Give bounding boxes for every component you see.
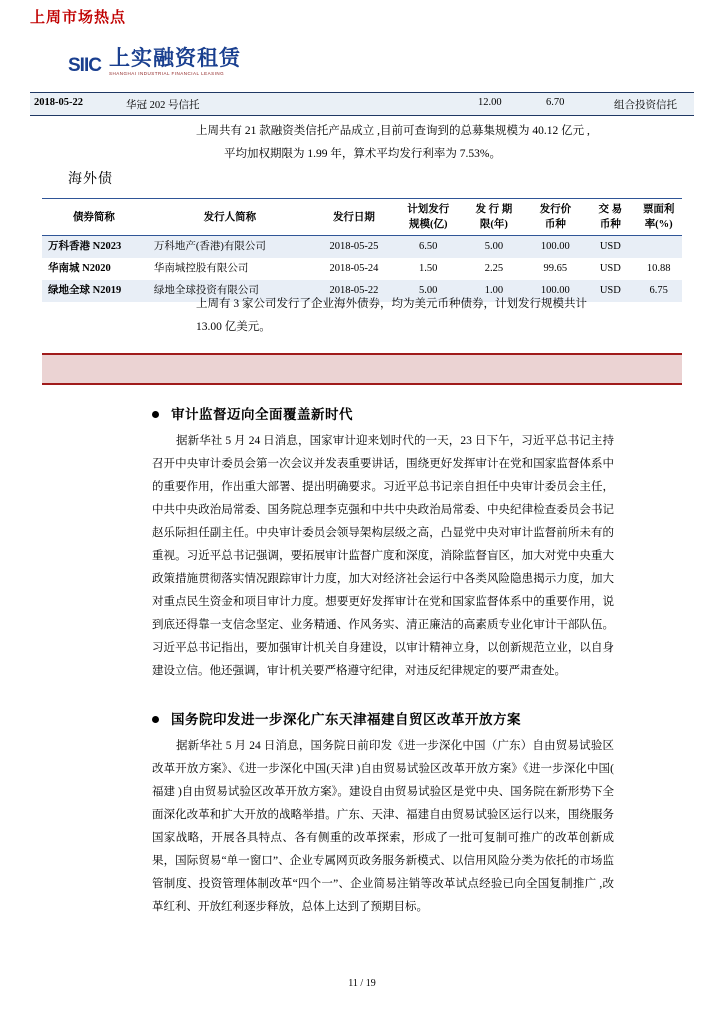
bond-term: 2.25 — [484, 263, 504, 274]
logo-name-en: SHANGHAI INDUSTRIAL FINANCIAL LEASING — [108, 71, 225, 76]
bond-term: 5.00 — [484, 241, 504, 252]
bond-table-header-row — [42, 199, 682, 236]
company-logo — [68, 48, 241, 77]
bond-col-currency: 交 易 币种 — [585, 199, 635, 236]
topic-body-1: 据新华社 5 月 24 日消息，国家审计迎来划时代的一天，23 日下午，习近平总书记主持召开中央审计委员会第一次会议并发表重要讲话，围绕更好发挥审计在党和国家监督体系中的重要作用，作出重大部署、提出明确要求。习近平总书记亲自担任中央审计委员会主任，中共中央政治局常委、国务院总理李克强和中共中央政治局常委、中央纪律检查委员会书记赵乐际担任副主任。中央审计委员会领导架构层级之高，凸显党中央对审计监督前所未有的重视。习近平总书记强调，要拓展审计监督广度和深度，消除监督盲区，加大对党中央重大政策措施贯彻落实情况跟踪审计力度，加大对经济社会运行中各类风险隐患揭示力度，加大对重点民生资金和项目审计力度。想要更好发挥审计在党和国家监督体系中的重要作用，说到底还得靠一支信念坚定、业务精通、作风务实、清正廉洁的高素质专业化审计干部队伍。习近平总书记指出，要加强审计机关自身建设，以审计精神立身，以创新规范立业，以自身建设立信。他还强调，审计机关要严格遵守纪律，对违反纪律规定的要严肃查处。 — [152, 435, 614, 677]
bond-col-issuer: 发行人简称 — [146, 199, 314, 236]
bond-size: 5.00 — [419, 285, 438, 296]
bond-coupon: 10.88 — [646, 263, 671, 274]
bond-date: 2018-05-22 — [329, 285, 379, 296]
bond-col-name: 债券简称 — [42, 199, 146, 236]
bond-price: 99.65 — [543, 263, 568, 274]
trust-row-date: 2018-05-22 — [34, 97, 83, 108]
topic-body-2: 据新华社 5 月 24 日消息，国务院日前印发《进一步深化中国（广东）自由贸易试验区改革开放方案》、《进一步深化中国(天津 )自由贸易试验区改革开放方案》《进一步深化中国( 福建 )自由贸易试验区改革开放方案》。建设自由贸易试验区是党中央、国务院在新形势下全面深化改革和扩大开放的战略举措。广东、天津、福建自由贸易试验区运行以来，围绕服务国家战略，开展各具特点、各有侧重的改革探索，形成了一批可复制可推广的改革创新成果，国际贸易“单一窗口”、企业专属网页政务服务新模式、以信用风险分类为依托的市场监管制度、投资管理体制改革“四个一”、企业简易注销等改革试点经验已向全国复制推广 ,改革红利、开放红利逐步释放，总体上达到了预期目标。 — [152, 740, 614, 913]
logo-text-block — [109, 48, 241, 77]
page-number: 11 / 19 — [348, 978, 376, 989]
bond-note-line1: 上周有 3 家公司发行了企业海外债券，均为美元币种债券，计划发行规模共计 — [196, 298, 587, 310]
trust-summary-line1: 上周共有 21 款融资类信托产品成立 ,目前可查询到的总募集规模为 40.12 亿元 , — [196, 125, 590, 137]
bond-currency: USD — [599, 263, 621, 274]
bond-table-head — [42, 199, 682, 236]
trust-row-type: 组合投资信托 — [614, 100, 677, 111]
trust-summary-paragraph — [196, 120, 658, 166]
bond-name: 绿地全球 N2019 — [48, 285, 122, 296]
bond-col-price: 发行价 币种 — [525, 199, 585, 236]
topic-heading-2 — [152, 708, 521, 728]
bond-date: 2018-05-25 — [329, 241, 379, 252]
bond-currency: USD — [599, 241, 621, 252]
bond-issuer: 绿地全球投资有限公司 — [153, 285, 259, 296]
trust-product-row — [30, 92, 694, 116]
bond-col-coupon: 票面利 率(%) — [635, 199, 682, 236]
table-row — [42, 236, 682, 259]
section-title-overseas-bond: 海外债 — [68, 172, 113, 187]
trust-row-product: 华冠 202 号信托 — [126, 100, 200, 111]
hot-topic-banner — [42, 353, 682, 385]
bond-issuer: 华南城控股有限公司 — [153, 263, 249, 274]
page-footer — [0, 978, 724, 989]
bond-col-size: 计划发行 规模(亿) — [394, 199, 462, 236]
overseas-bond-table — [42, 198, 682, 302]
bond-currency: USD — [599, 285, 621, 296]
bond-note-paragraph — [196, 293, 658, 339]
bullet-dot-icon — [152, 411, 159, 418]
topic-heading-1-text: 审计监督迈向全面覆盖新时代 — [171, 407, 353, 422]
bond-size: 6.50 — [419, 241, 438, 252]
bond-note-line2: 13.00 亿美元。 — [196, 321, 271, 333]
trust-row-rate: 6.70 — [546, 97, 565, 108]
logo-mark-text: SIIC — [68, 54, 101, 76]
logo-name-cn: 上实融资租赁 — [108, 47, 241, 70]
bond-price: 100.00 — [540, 285, 570, 296]
bond-price: 100.00 — [540, 241, 570, 252]
logo-mark — [68, 56, 101, 77]
topic-heading-2-text: 国务院印发进一步深化广东天津福建自贸区改革开放方案 — [171, 712, 521, 727]
topic-heading-1 — [152, 403, 353, 423]
bond-col-date: 发行日期 — [314, 199, 394, 236]
trust-summary-line2: 平均加权期限为 1.99 年，算术平均发行利率为 7.53%。 — [224, 148, 501, 160]
table-row — [42, 258, 682, 280]
trust-row-amount: 12.00 — [478, 97, 502, 108]
bond-date: 2018-05-24 — [329, 263, 379, 274]
bond-col-term: 发 行 期 限(年) — [462, 199, 525, 236]
bond-issuer: 万科地产(香港)有限公司 — [153, 241, 266, 252]
bond-coupon — [635, 236, 682, 259]
bullet-dot-icon — [152, 716, 159, 723]
bond-coupon: 6.75 — [649, 285, 668, 296]
bond-size: 1.50 — [419, 263, 438, 274]
bond-name: 万科香港 N2023 — [48, 241, 122, 252]
bond-name: 华南城 N2020 — [48, 263, 111, 274]
hot-topic-banner-label: 上周市场热点 — [30, 10, 127, 26]
bond-term: 1.00 — [484, 285, 504, 296]
